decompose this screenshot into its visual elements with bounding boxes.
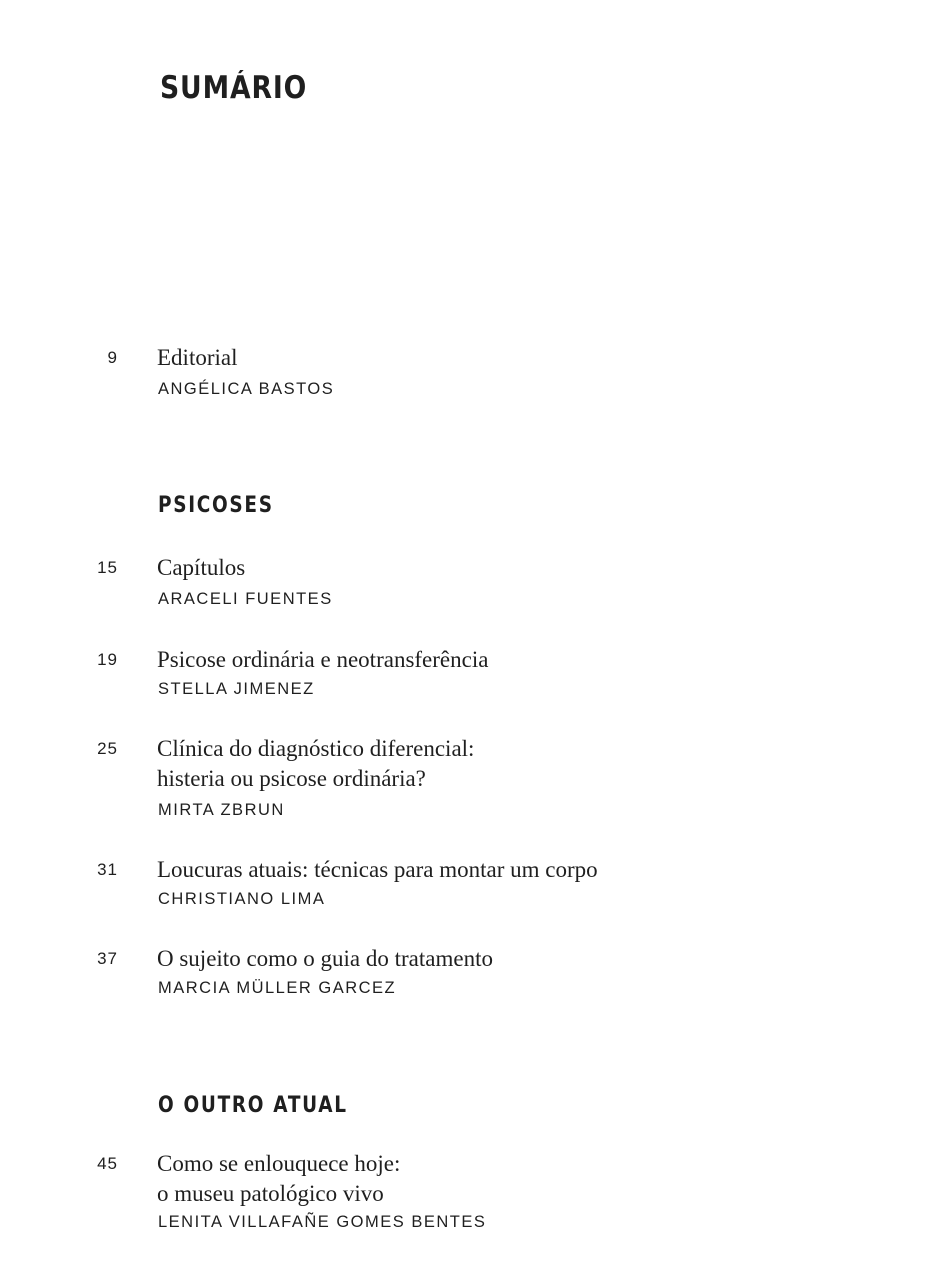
entry-author: LENITA VILLAFAÑE GOMES BENTES bbox=[158, 1213, 487, 1231]
entry-title bbox=[157, 343, 237, 373]
page-number: 25 bbox=[97, 739, 118, 758]
entry-title-line: o museu patológico vivo bbox=[157, 1181, 384, 1206]
page-number: 31 bbox=[97, 860, 118, 879]
page-number: 37 bbox=[97, 949, 118, 968]
entry-author: ANGÉLICA BASTOS bbox=[158, 380, 335, 398]
entry-title bbox=[157, 944, 493, 974]
entry-title bbox=[157, 855, 598, 885]
page-number: 15 bbox=[97, 558, 118, 577]
section-heading-o-outro-atual: O OUTRO ATUAL bbox=[158, 1093, 348, 1118]
entry-title bbox=[157, 553, 245, 583]
entry-title bbox=[157, 645, 488, 675]
entry-author: CHRISTIANO LIMA bbox=[158, 890, 326, 908]
page-title: SUMÁRIO bbox=[160, 70, 308, 106]
entry-author: ARACELI FUENTES bbox=[158, 590, 333, 608]
entry-title bbox=[157, 1149, 400, 1209]
page-number: 45 bbox=[97, 1154, 118, 1173]
entry-title-line: Loucuras atuais: técnicas para montar um corpo bbox=[157, 857, 598, 882]
entry-title-line: Clínica do diagnóstico diferencial: bbox=[157, 736, 475, 761]
entry-title bbox=[157, 734, 474, 794]
page-number: 19 bbox=[97, 650, 118, 669]
section-heading-psicoses: PSICOSES bbox=[158, 493, 274, 518]
entry-title-line: Capítulos bbox=[157, 555, 246, 580]
entry-title-line: O sujeito como o guia do tratamento bbox=[157, 946, 493, 971]
entry-title-line: Editorial bbox=[157, 345, 238, 370]
entry-title-line: histeria ou psicose ordinária? bbox=[157, 766, 426, 791]
entry-title-line: Psicose ordinária e neotransferência bbox=[157, 647, 489, 672]
entry-author: MARCIA MÜLLER GARCEZ bbox=[158, 979, 397, 997]
entry-title-line: Como se enlouquece hoje: bbox=[157, 1151, 401, 1176]
page-number: 9 bbox=[107, 348, 118, 367]
entry-author: STELLA JIMENEZ bbox=[158, 680, 315, 698]
entry-author: MIRTA ZBRUN bbox=[158, 801, 285, 819]
